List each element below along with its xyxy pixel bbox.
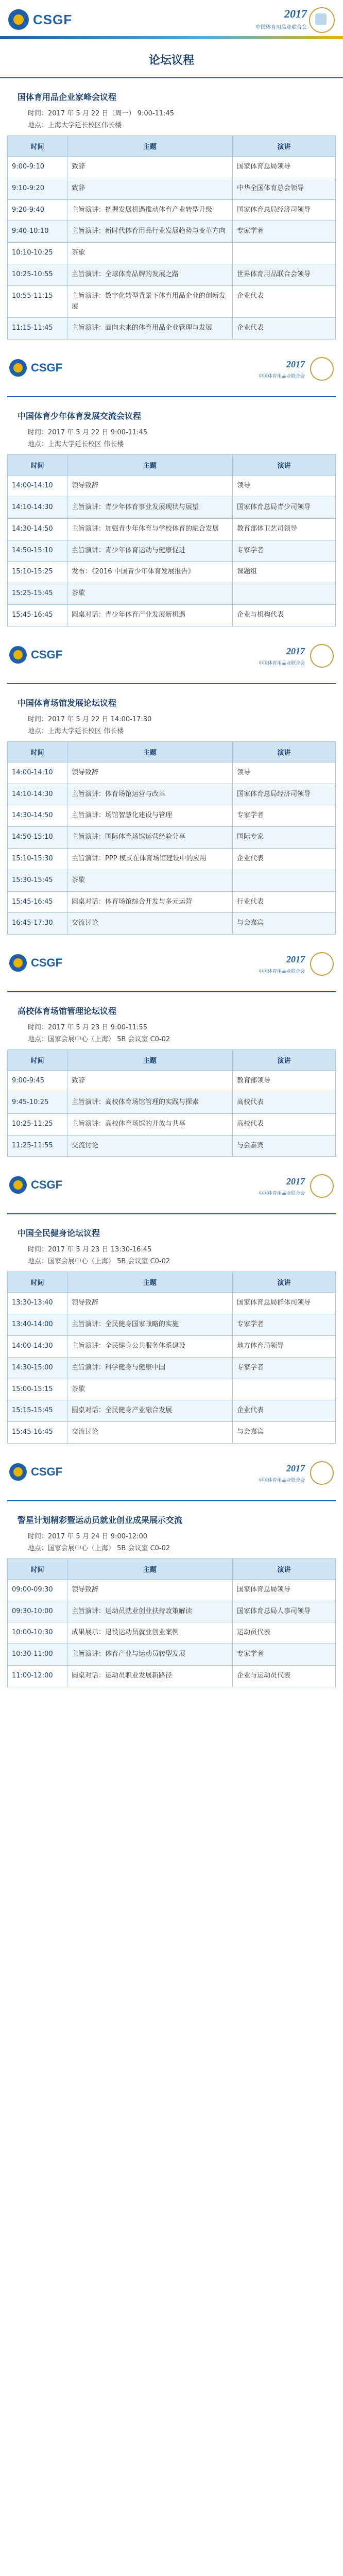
row-time: 15:25-15:45 (8, 583, 67, 605)
row-topic: 主旨演讲：加强青少年体育与学校体育的融合发展 (67, 518, 233, 540)
row-speaker: 地方体育局领导 (233, 1335, 336, 1357)
row-time: 10:00-10:30 (8, 1622, 67, 1644)
row-time: 14:30-14:50 (8, 805, 67, 827)
row-topic: 圆桌对话：全民健身产业融合发展 (67, 1400, 233, 1422)
row-time: 10:25-11:25 (8, 1113, 67, 1135)
table-row (8, 1622, 336, 1644)
table-row (8, 805, 336, 827)
table-row (8, 891, 336, 913)
section-title: 中国体育少年体育发展交流会议程 (18, 411, 142, 421)
year-label: 2017 (286, 646, 305, 656)
row-time: 10:55-11:15 (8, 285, 67, 318)
row-topic: 主旨演讲：全球体育品牌的发展之路 (67, 264, 233, 285)
logo-text: CSGF (31, 648, 63, 661)
table-row (8, 285, 336, 318)
schedule-table (7, 1558, 336, 1687)
row-speaker (233, 1379, 336, 1400)
schedule-table (7, 741, 336, 935)
row-speaker: 专家学者 (233, 1314, 336, 1336)
row-topic: 领导致辞 (67, 1579, 233, 1601)
row-speaker: 课题组 (233, 562, 336, 583)
row-speaker: 专家学者 (233, 1357, 336, 1379)
table-row (8, 476, 336, 497)
csgf-logo-icon (9, 359, 27, 377)
csgf-logo-icon (9, 646, 27, 664)
csgf-logo-icon (9, 954, 27, 972)
table-row (8, 562, 336, 583)
row-topic: 交流讨论 (67, 1135, 233, 1157)
row-time: 9:45-10:25 (8, 1092, 67, 1113)
row-time: 13:40-14:00 (8, 1314, 67, 1336)
emblem-icon (310, 952, 334, 976)
emblem-icon (310, 644, 334, 668)
row-time: 15:45-16:45 (8, 891, 67, 913)
column-header: 时间 (8, 741, 67, 762)
column-header: 时间 (8, 1272, 67, 1293)
table-row (8, 221, 336, 243)
table-row (8, 264, 336, 285)
org-label: 中国体育用品业联合会 (258, 1191, 305, 1197)
column-header: 演讲 (233, 1558, 336, 1579)
table-row (8, 497, 336, 518)
row-speaker: 专家学者 (233, 805, 336, 827)
row-topic: 主旨演讲：场馆智慧化建设与管理 (67, 805, 233, 827)
row-speaker: 世界体育用品联合会领导 (233, 264, 336, 285)
org-label: 中国体育用品业联合会 (255, 25, 307, 30)
row-time: 14:00-14:10 (8, 762, 67, 784)
row-speaker: 企业代表 (233, 1400, 336, 1422)
table-row (8, 1666, 336, 1687)
row-time: 9:00-9:10 (8, 157, 67, 178)
row-topic: 领导致辞 (67, 762, 233, 784)
row-speaker: 教育部体卫艺司领导 (233, 518, 336, 540)
row-speaker: 领导 (233, 762, 336, 784)
section-time: 时间：2017 年 5 月 22 日 9:00-11:45 (28, 429, 148, 437)
row-topic: 成果展示：退役运动员就业创业案例 (67, 1622, 233, 1644)
page-title: 论坛议程 (148, 54, 194, 67)
csgf-logo-icon (8, 9, 29, 30)
section-banner (7, 945, 336, 992)
column-header: 主题 (67, 1558, 233, 1579)
table-row (8, 1601, 336, 1622)
row-topic: 主旨演讲：科学健身与健康中国 (67, 1357, 233, 1379)
table-row (8, 1644, 336, 1666)
row-topic: 主旨演讲：体育场馆运营与改革 (67, 784, 233, 805)
row-topic: 主旨演讲：把握发展机遇推动体育产业转型升级 (67, 199, 233, 221)
column-header: 主题 (67, 136, 233, 157)
row-time: 09:00-09:30 (8, 1579, 67, 1601)
section-time: 时间：2017 年 5 月 24 日 9:00-12:00 (28, 1532, 148, 1540)
table-row (8, 1293, 336, 1314)
table-row (8, 1379, 336, 1400)
column-header: 时间 (8, 136, 67, 157)
logo-text: CSGF (31, 956, 63, 970)
row-topic: 主旨演讲：全民健身国家战略的实施 (67, 1314, 233, 1336)
table-row (8, 1314, 336, 1336)
row-time: 15:10-15:30 (8, 848, 67, 870)
section-banner (7, 1167, 336, 1214)
row-speaker: 运动员代表 (233, 1622, 336, 1644)
row-topic: 致辞 (67, 178, 233, 199)
row-speaker: 专家学者 (233, 1644, 336, 1666)
row-time: 16:45-17:30 (8, 913, 67, 935)
row-time: 9:10-9:20 (8, 178, 67, 199)
logo-text: CSGF (31, 1465, 63, 1478)
table-row (8, 827, 336, 849)
section-time: 时间：2017 年 5 月 22 日（周一） 9:00-11:45 (28, 110, 175, 117)
emblem-icon (310, 1174, 334, 1198)
year-label: 2017 (284, 7, 307, 20)
row-speaker: 企业与机构代表 (233, 604, 336, 626)
year-label: 2017 (286, 1463, 305, 1473)
row-topic: 茶歇 (67, 583, 233, 605)
row-speaker: 专家学者 (233, 221, 336, 243)
table-row (8, 583, 336, 605)
row-speaker: 国家体育总局人事司领导 (233, 1601, 336, 1622)
section-title: 中国体育场馆发展论坛议程 (18, 698, 117, 708)
row-topic: 茶歇 (67, 870, 233, 891)
row-time: 13:30-13:40 (8, 1293, 67, 1314)
column-header: 主题 (67, 455, 233, 476)
row-speaker: 与会嘉宾 (233, 1135, 336, 1157)
row-topic: 领导致辞 (67, 1293, 233, 1314)
table-row (8, 1357, 336, 1379)
section-place: 地点：上海大学延长校区 伟长楼 (28, 440, 124, 449)
table-row (8, 1579, 336, 1601)
row-topic: 主旨演讲：PPP 模式在体育场馆建设中的应用 (67, 848, 233, 870)
row-time: 10:30-11:00 (8, 1644, 67, 1666)
year-label: 2017 (286, 954, 305, 965)
row-speaker: 高校代表 (233, 1113, 336, 1135)
section-time: 时间：2017 年 5 月 23 日 13:30-16:45 (28, 1246, 152, 1254)
row-topic: 茶歇 (67, 1379, 233, 1400)
table-row (8, 1092, 336, 1113)
row-time: 11:00-12:00 (8, 1666, 67, 1687)
section-place: 地点：国家会展中心（上海） 5B 会议室 C0-02 (28, 1544, 170, 1552)
table-row (8, 913, 336, 935)
row-time: 15:45-16:45 (8, 604, 67, 626)
row-topic: 主旨演讲：新时代体育用品行业发展趋势与变革方向 (67, 221, 233, 243)
section-title: 国体育用品企业家峰会议程 (18, 92, 117, 102)
table-row (8, 848, 336, 870)
row-time: 15:45-16:45 (8, 1422, 67, 1444)
table-row (8, 784, 336, 805)
section-banner (7, 1454, 336, 1501)
banner-stripe (0, 36, 343, 39)
section-banner (7, 637, 336, 684)
row-topic: 发布：《2016 中国青少年体育发展报告》 (67, 562, 233, 583)
row-speaker: 企业代表 (233, 318, 336, 340)
row-topic: 主旨演讲：面向未来的体育用品企业管理与发展 (67, 318, 233, 340)
table-row (8, 1113, 336, 1135)
row-time: 14:50-15:10 (8, 540, 67, 562)
row-speaker: 国家体育总局群体司领导 (233, 1293, 336, 1314)
row-time: 11:25-11:55 (8, 1135, 67, 1157)
agenda-sections (0, 78, 343, 1698)
row-topic: 主旨演讲：运动员就业创业扶持政策解读 (67, 1601, 233, 1622)
row-time: 10:10-10:25 (8, 243, 67, 264)
column-header: 主题 (67, 1050, 233, 1071)
row-time: 09:30-10:00 (8, 1601, 67, 1622)
row-speaker: 企业代表 (233, 848, 336, 870)
section-place: 地点：上海大学延长校区 伟长楼 (28, 727, 124, 735)
row-topic: 主旨演讲：体育产业与运动员转型发展 (67, 1644, 233, 1666)
row-topic: 交流讨论 (67, 1422, 233, 1444)
table-row (8, 870, 336, 891)
section-title: 高校体育场馆管理论坛议程 (18, 1006, 117, 1016)
column-header: 演讲 (233, 455, 336, 476)
column-header: 主题 (67, 741, 233, 762)
logo (9, 1176, 62, 1194)
row-topic: 主旨演讲：高校体育场馆管理的实践与探索 (67, 1092, 233, 1113)
row-speaker (233, 583, 336, 605)
schedule-table (7, 1049, 336, 1157)
table-row (8, 518, 336, 540)
section-title: 警星计划精彩暨运动员就业创业成果展示交流 (18, 1515, 183, 1525)
row-speaker: 国家体育总局领导 (233, 1579, 336, 1601)
logo (9, 646, 62, 664)
table-row (8, 1135, 336, 1157)
row-time: 14:30-14:50 (8, 518, 67, 540)
row-speaker: 领导 (233, 476, 336, 497)
row-time: 9:00-9:45 (8, 1071, 67, 1092)
column-header: 演讲 (233, 1272, 336, 1293)
column-header: 时间 (8, 1050, 67, 1071)
section-title: 中国全民健身论坛议程 (18, 1228, 100, 1239)
row-time: 15:10-15:25 (8, 562, 67, 583)
row-speaker: 国家体育总局经济司领导 (233, 784, 336, 805)
column-header: 演讲 (233, 136, 336, 157)
table-row (8, 1071, 336, 1092)
agenda-section (7, 1214, 336, 1454)
section-time: 时间：2017 年 5 月 22 日 14:00-17:30 (28, 715, 152, 723)
row-speaker: 国家体育总局青少司领导 (233, 497, 336, 518)
row-time: 10:25-10:55 (8, 264, 67, 285)
row-time: 11:15-11:45 (8, 318, 67, 340)
table-row (8, 243, 336, 264)
schedule-table (7, 454, 336, 626)
logo-text: CSGF (33, 11, 73, 27)
row-time: 14:10-14:30 (8, 497, 67, 518)
row-topic: 交流讨论 (67, 913, 233, 935)
row-topic: 圆桌对话：体育场馆综合开发与多元运营 (67, 891, 233, 913)
csgf-logo-icon (9, 1463, 27, 1481)
logo-text: CSGF (31, 361, 63, 375)
logo (8, 9, 72, 30)
section-place: 地点：国家会展中心（上海） 5B 会议室 C0-02 (28, 1036, 170, 1044)
section-banner (7, 350, 336, 397)
row-speaker (233, 870, 336, 891)
agenda-section (7, 397, 336, 637)
row-time: 9:40-10:10 (8, 221, 67, 243)
row-topic: 主旨演讲：青少年体育运动与健康促进 (67, 540, 233, 562)
row-time: 14:10-14:30 (8, 784, 67, 805)
row-time: 15:30-15:45 (8, 870, 67, 891)
section-time: 时间：2017 年 5 月 23 日 9:00-11:55 (28, 1024, 148, 1032)
row-time: 9:20-9:40 (8, 199, 67, 221)
row-topic: 主旨演讲：高校体育场馆的开放与共享 (67, 1113, 233, 1135)
column-header: 主题 (67, 1272, 233, 1293)
section-place: 地点：上海大学延长校区伟长楼 (28, 122, 122, 129)
row-time: 14:30-15:00 (8, 1357, 67, 1379)
row-speaker (233, 243, 336, 264)
logo-text: CSGF (31, 1178, 63, 1192)
row-topic: 主旨演讲：全民健身公共服务体系建设 (67, 1335, 233, 1357)
column-header: 时间 (8, 455, 67, 476)
year-label: 2017 (286, 359, 305, 370)
table-row (8, 1335, 336, 1357)
org-label: 中国体育用品业联合会 (258, 1478, 305, 1483)
table-row (8, 540, 336, 562)
row-time: 15:00-15:15 (8, 1379, 67, 1400)
column-header: 时间 (8, 1558, 67, 1579)
org-label: 中国体育用品业联合会 (258, 660, 305, 666)
row-speaker: 行业代表 (233, 891, 336, 913)
agenda-section (7, 1501, 336, 1698)
row-speaker: 与会嘉宾 (233, 913, 336, 935)
row-speaker: 高校代表 (233, 1092, 336, 1113)
agenda-section (7, 78, 336, 350)
table-row (8, 762, 336, 784)
row-topic: 圆桌对话：运动员职业发展新路径 (67, 1666, 233, 1687)
row-speaker: 企业代表 (233, 285, 336, 318)
table-row (8, 157, 336, 178)
row-topic: 致辞 (67, 1071, 233, 1092)
row-time: 14:50-15:10 (8, 827, 67, 849)
row-speaker: 国际专家 (233, 827, 336, 849)
row-topic: 领导致辞 (67, 476, 233, 497)
emblem-icon (310, 1461, 334, 1485)
org-label: 中国体育用品业联合会 (258, 374, 305, 380)
section-place: 地点：国家会展中心（上海） 5B 会议室 C0-02 (28, 1258, 170, 1266)
row-speaker: 教育部领导 (233, 1071, 336, 1092)
row-topic: 主旨演讲：数字化转型背景下体育用品企业的创新发展 (67, 285, 233, 318)
emblem-icon (310, 357, 334, 381)
row-time: 14:00-14:10 (8, 476, 67, 497)
row-speaker: 企业与运动员代表 (233, 1666, 336, 1687)
row-topic: 茶歇 (67, 243, 233, 264)
emblem-icon (309, 7, 335, 33)
table-row (8, 178, 336, 199)
logo (9, 954, 62, 972)
org-label: 中国体育用品业联合会 (258, 969, 305, 975)
agenda-section (7, 684, 336, 945)
row-topic: 圆桌对话：青少年体育产业发展新机遇 (67, 604, 233, 626)
column-header: 演讲 (233, 1050, 336, 1071)
top-banner (0, 0, 343, 78)
table-row (8, 1422, 336, 1444)
table-row (8, 604, 336, 626)
row-speaker: 中华全国体育总会领导 (233, 178, 336, 199)
table-row (8, 1400, 336, 1422)
row-topic: 主旨演讲：国际体育场馆运营经验分享 (67, 827, 233, 849)
row-topic: 主旨演讲：青少年体育事业发展现状与展望 (67, 497, 233, 518)
column-header: 演讲 (233, 741, 336, 762)
row-speaker: 专家学者 (233, 540, 336, 562)
table-row (8, 199, 336, 221)
logo (9, 359, 62, 377)
row-speaker: 国家体育总局经济司领导 (233, 199, 336, 221)
schedule-table (7, 1272, 336, 1444)
row-speaker: 与会嘉宾 (233, 1422, 336, 1444)
schedule-table (7, 135, 336, 340)
row-topic: 致辞 (67, 157, 233, 178)
row-time: 14:00-14:30 (8, 1335, 67, 1357)
row-time: 15:15-15:45 (8, 1400, 67, 1422)
csgf-logo-icon (9, 1176, 27, 1194)
year-label: 2017 (286, 1176, 305, 1187)
row-speaker: 国家体育总局领导 (233, 157, 336, 178)
logo (9, 1463, 62, 1481)
agenda-section (7, 992, 336, 1167)
table-row (8, 318, 336, 340)
